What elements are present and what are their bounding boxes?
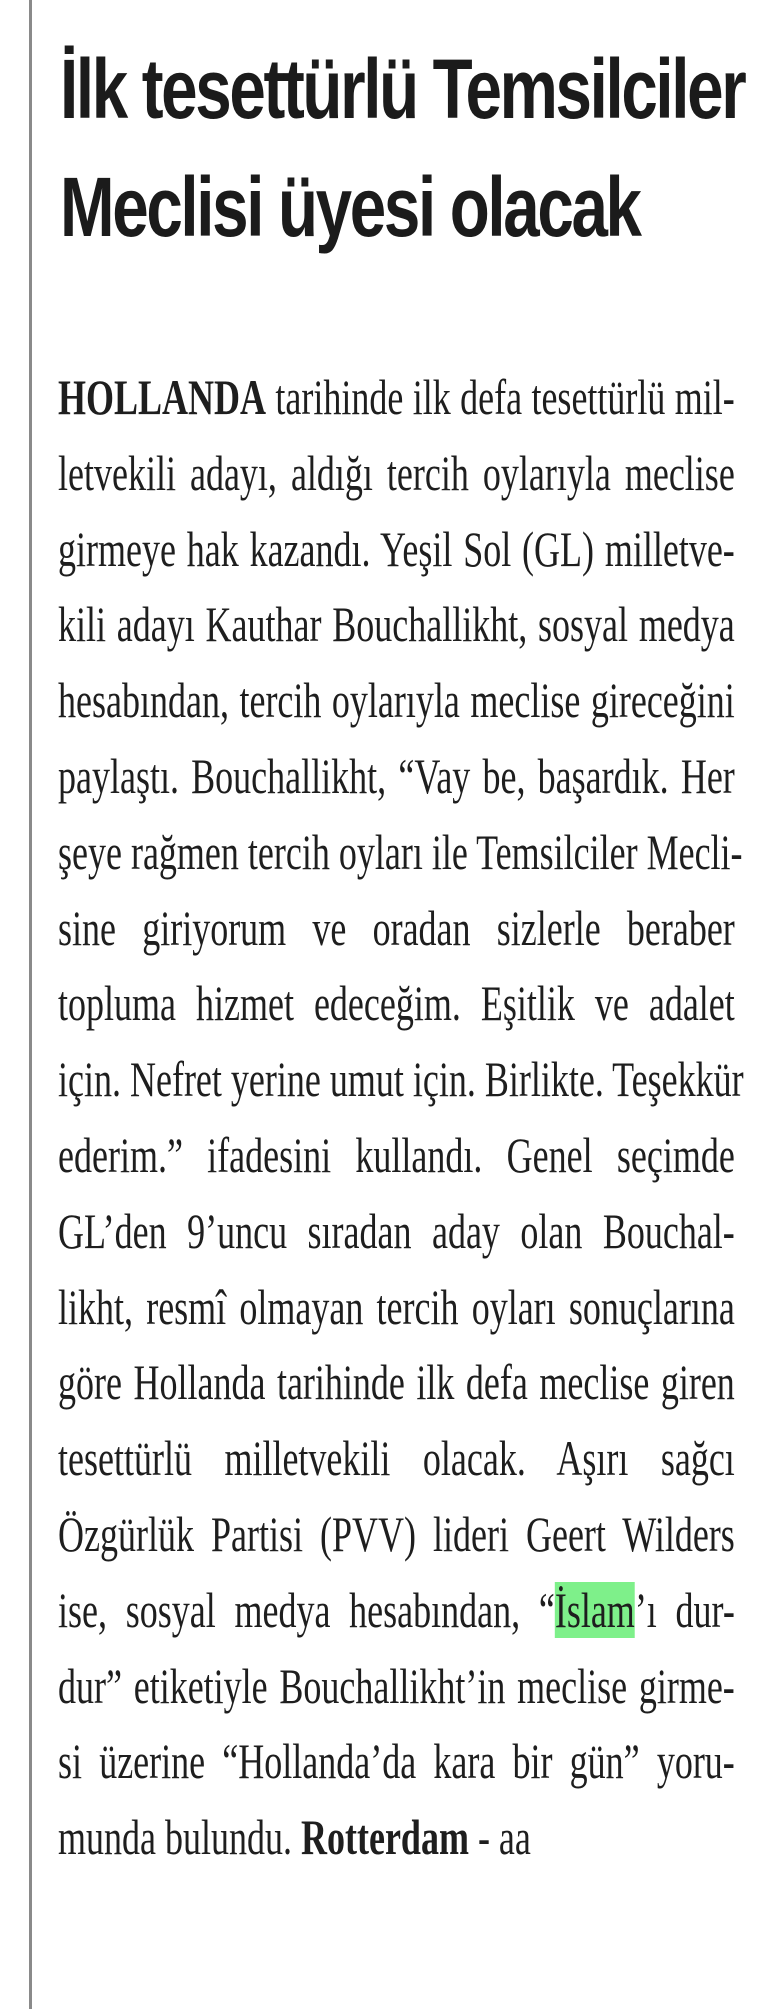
- body-line: [58, 1724, 735, 1800]
- bold-keyword: Rotterdam: [300, 1809, 469, 1866]
- body-text-segment: ise, sosyal medya hesabından, “: [58, 1581, 555, 1638]
- body-text-segment: topluma hizmet edeceğim. Eşitlik ve adalet: [58, 975, 735, 1032]
- body-text-segment: ’ı dur-: [634, 1581, 735, 1638]
- body-line: [58, 891, 735, 967]
- body-text-segment: Özgürlük Partisi (PVV) lideri Geert Wilders: [58, 1505, 735, 1562]
- body-text-segment: sine giriyorum ve oradan sizlerle beraber: [58, 899, 735, 956]
- body-line: [58, 663, 735, 739]
- body-text-segment: munda bulundu.: [58, 1809, 301, 1866]
- body-text-segment: paylaştı. Bouchallikht, “Vay be, başardık. Her: [58, 747, 735, 804]
- body-line: [58, 360, 735, 436]
- body-line: [58, 512, 735, 588]
- headline-line: Meclisi üyesi olacak: [60, 160, 640, 254]
- body-text-segment: kili adayı Kauthar Bouchallikht, sosyal medya: [58, 596, 735, 653]
- body-line: [58, 1800, 735, 1876]
- body-line: [58, 739, 735, 815]
- body-text-segment: hesabından, tercih oylarıyla meclise gireceğini: [58, 672, 735, 729]
- body-text-segment: girmeye hak kazandı. Yeşil Sol (GL) milletve-: [58, 520, 735, 577]
- article-body: [58, 360, 744, 1876]
- body-line: [58, 1573, 735, 1649]
- body-line: [58, 1649, 735, 1725]
- article-headline: [60, 30, 745, 266]
- column-divider: [29, 0, 32, 2009]
- body-text-segment: - aa: [468, 1809, 531, 1866]
- headline-line: İlk tesettürlü Temsilciler: [60, 42, 745, 136]
- bold-keyword: HOLLANDA: [58, 369, 267, 425]
- body-text-segment: likht, resmî olmayan tercih oyları sonuçlarına: [58, 1278, 735, 1335]
- body-line: [58, 1118, 735, 1194]
- body-text-segment: dur” etiketiyle Bouchallikht’in meclise girme-: [58, 1657, 735, 1714]
- body-text-segment: si üzerine “Hollanda’da kara bir gün” yoru-: [58, 1733, 735, 1790]
- body-text-segment: GL’den 9’uncu sıradan aday olan Bouchal-: [58, 1202, 735, 1259]
- body-line: [58, 587, 735, 663]
- highlighted-word: İslam: [554, 1581, 635, 1638]
- body-text-segment: tesettürlü milletvekili olacak. Aşırı sağcı: [58, 1430, 735, 1487]
- body-text-segment: şeye rağmen tercih oyları ile Temsilciler Mecli-: [58, 823, 743, 880]
- body-line: [58, 1421, 735, 1497]
- body-line: [58, 815, 743, 891]
- body-text-segment: letvekili adayı, aldığı tercih oylarıyla meclise: [58, 444, 735, 501]
- body-text-segment: tarihinde ilk defa tesettürlü mil-: [266, 369, 735, 425]
- body-text-segment: ederim.” ifadesini kullandı. Genel seçimde: [58, 1126, 735, 1183]
- body-line: [58, 1345, 735, 1421]
- body-line: [58, 966, 735, 1042]
- body-text-segment: göre Hollanda tarihinde ilk defa meclise giren: [58, 1354, 735, 1411]
- body-line: [58, 1270, 735, 1346]
- body-line: [58, 1497, 735, 1573]
- body-line: [58, 1194, 735, 1270]
- body-line: [58, 1042, 744, 1118]
- body-text-segment: için. Nefret yerine umut için. Birlikte. Teşekkür: [58, 1051, 744, 1108]
- body-line: [58, 436, 735, 512]
